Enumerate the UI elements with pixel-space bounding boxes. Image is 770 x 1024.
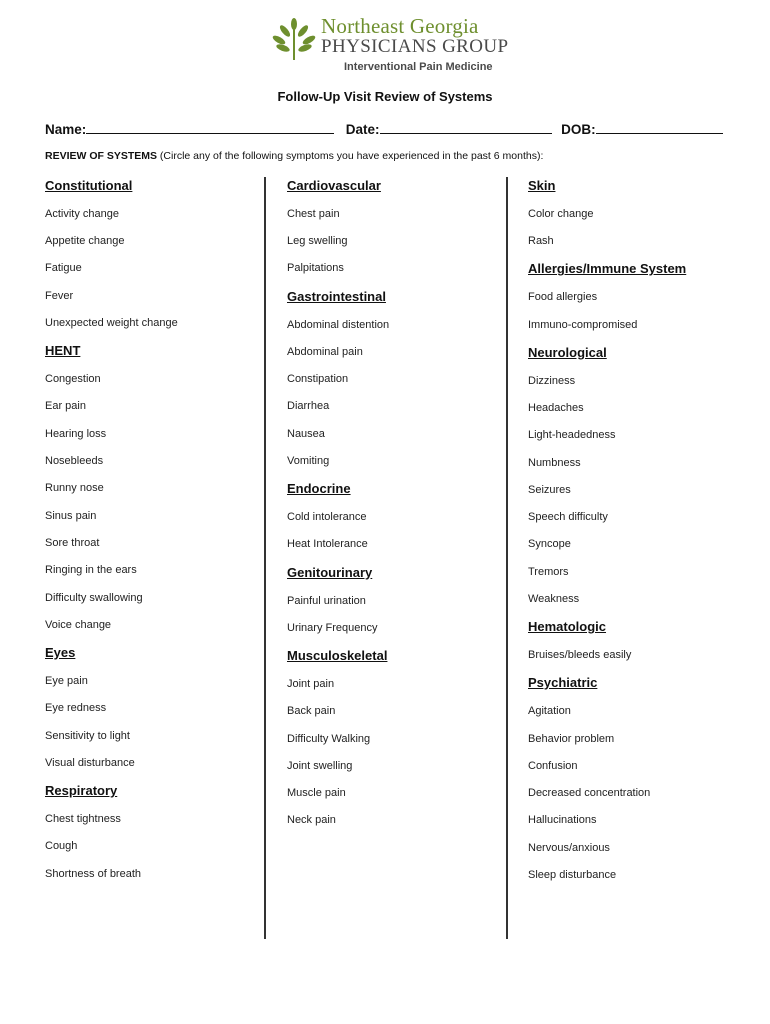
patient-info-row bbox=[45, 119, 723, 137]
symptom-syncope[interactable]: Syncope bbox=[528, 538, 571, 551]
symptom-seizures[interactable]: Seizures bbox=[528, 483, 571, 496]
symptom-palpitations[interactable]: Palpitations bbox=[287, 262, 344, 275]
symptom-painful-urination[interactable]: Painful urination bbox=[287, 594, 366, 607]
section-heading-psychiatric: Psychiatric bbox=[528, 675, 598, 691]
logo-line2: PHYSICIANS GROUP bbox=[321, 36, 509, 57]
symptom-decreased-concentration[interactable]: Decreased concentration bbox=[528, 787, 651, 800]
symptom-dizziness[interactable]: Dizziness bbox=[528, 374, 576, 387]
section-heading-hent: HENT bbox=[45, 343, 81, 359]
symptom-diarrhea[interactable]: Diarrhea bbox=[287, 400, 330, 413]
form-title: Follow-Up Visit Review of Systems bbox=[277, 89, 493, 104]
logo-line1: Northeast Georgia bbox=[321, 14, 479, 38]
symptom-runny-nose[interactable]: Runny nose bbox=[45, 482, 104, 495]
symptom-behavior-problem[interactable]: Behavior problem bbox=[528, 732, 615, 745]
symptom-rash[interactable]: Rash bbox=[528, 235, 554, 248]
symptom-bruises-bleeds-easily[interactable]: Bruises/bleeds easily bbox=[528, 649, 632, 662]
symptom-difficulty-swallowing[interactable]: Difficulty swallowing bbox=[45, 591, 143, 604]
symptom-visual-disturbance[interactable]: Visual disturbance bbox=[45, 756, 135, 769]
symptom-activity-change[interactable]: Activity change bbox=[45, 207, 119, 220]
symptom-chest-pain[interactable]: Chest pain bbox=[287, 207, 340, 220]
section-heading-gastrointestinal: Gastrointestinal bbox=[287, 288, 386, 304]
symptom-heat-intolerance[interactable]: Heat Intolerance bbox=[287, 538, 368, 551]
symptom-eye-pain[interactable]: Eye pain bbox=[45, 674, 88, 687]
section-heading-genitourinary: Genitourinary bbox=[287, 564, 373, 580]
symptom-ear-pain[interactable]: Ear pain bbox=[45, 400, 86, 413]
symptom-headaches[interactable]: Headaches bbox=[528, 401, 584, 414]
symptom-confusion[interactable]: Confusion bbox=[528, 759, 578, 772]
symptom-constipation[interactable]: Constipation bbox=[287, 373, 349, 386]
section-heading-endocrine: Endocrine bbox=[287, 481, 351, 497]
symptom-sinus-pain[interactable]: Sinus pain bbox=[45, 509, 97, 522]
symptom-muscle-pain[interactable]: Muscle pain bbox=[287, 787, 346, 800]
symptom-numbness[interactable]: Numbness bbox=[528, 456, 581, 469]
symptom-unexpected-weight-change[interactable]: Unexpected weight change bbox=[45, 317, 178, 329]
symptom-weakness[interactable]: Weakness bbox=[528, 593, 580, 605]
symptom-color-change[interactable]: Color change bbox=[528, 207, 594, 220]
symptom-light-headedness[interactable]: Light-headedness bbox=[528, 429, 616, 442]
symptom-sore-throat[interactable]: Sore throat bbox=[45, 536, 100, 549]
symptom-difficulty-walking[interactable]: Difficulty Walking bbox=[287, 732, 371, 745]
logo-line3: Interventional Pain Medicine bbox=[344, 61, 493, 73]
section-heading-eyes: Eyes bbox=[45, 645, 76, 661]
symptom-speech-difficulty[interactable]: Speech difficulty bbox=[528, 511, 608, 524]
column-divider-2 bbox=[506, 177, 508, 939]
section-heading-hematologic: Hematologic bbox=[528, 619, 607, 635]
symptom-leg-swelling[interactable]: Leg swelling bbox=[287, 235, 348, 248]
symptom-nausea[interactable]: Nausea bbox=[287, 427, 325, 440]
symptom-fatigue[interactable]: Fatigue bbox=[45, 262, 82, 275]
symptom-urinary-frequency[interactable]: Urinary Frequency bbox=[287, 621, 378, 634]
symptom-joint-pain[interactable]: Joint pain bbox=[287, 677, 335, 690]
dob-field[interactable] bbox=[596, 119, 723, 134]
symptom-hallucinations[interactable]: Hallucinations bbox=[528, 814, 597, 827]
symptom-hearing-loss[interactable]: Hearing loss bbox=[45, 427, 107, 440]
symptom-ringing-in-the-ears[interactable]: Ringing in the ears bbox=[45, 564, 137, 577]
name-field[interactable] bbox=[86, 119, 334, 134]
section-heading-skin: Skin bbox=[528, 178, 556, 193]
symptom-cold-intolerance[interactable]: Cold intolerance bbox=[287, 511, 367, 524]
symptom-fever[interactable]: Fever bbox=[45, 289, 74, 302]
symptom-abdominal-pain[interactable]: Abdominal pain bbox=[287, 345, 363, 358]
symptom-joint-swelling[interactable]: Joint swelling bbox=[287, 759, 353, 772]
symptom-agitation[interactable]: Agitation bbox=[528, 705, 571, 718]
dob-label: DOB: bbox=[561, 122, 596, 137]
section-heading-musculoskeletal: Musculoskeletal bbox=[287, 648, 388, 664]
leaf-sprig-icon bbox=[271, 18, 317, 62]
date-field[interactable] bbox=[380, 119, 552, 134]
symptom-chest-tightness[interactable]: Chest tightness bbox=[45, 812, 121, 825]
practice-logo bbox=[271, 14, 511, 76]
symptom-sleep-disturbance[interactable]: Sleep disturbance bbox=[528, 869, 617, 881]
section-heading-constitutional: Constitutional bbox=[45, 178, 133, 193]
symptom-immuno-compromised[interactable]: Immuno-compromised bbox=[528, 318, 638, 331]
section-heading-cardiovascular: Cardiovascular bbox=[287, 178, 381, 193]
instructions bbox=[45, 150, 543, 162]
symptom-shortness-of-breath[interactable]: Shortness of breath bbox=[45, 867, 142, 880]
symptom-back-pain[interactable]: Back pain bbox=[287, 705, 336, 718]
symptom-nervous-anxious[interactable]: Nervous/anxious bbox=[528, 841, 610, 854]
section-heading-neurological: Neurological bbox=[528, 344, 607, 360]
symptom-appetite-change[interactable]: Appetite change bbox=[45, 235, 125, 248]
symptom-congestion[interactable]: Congestion bbox=[45, 373, 101, 386]
date-label: Date: bbox=[345, 122, 380, 137]
symptom-cough[interactable]: Cough bbox=[45, 840, 78, 853]
column-divider-1 bbox=[264, 177, 266, 939]
symptom-tremors[interactable]: Tremors bbox=[528, 565, 569, 578]
symptom-vomiting[interactable]: Vomiting bbox=[287, 455, 330, 467]
symptom-voice-change[interactable]: Voice change bbox=[45, 618, 112, 631]
symptom-nosebleeds[interactable]: Nosebleeds bbox=[45, 455, 104, 467]
symptom-abdominal-distention[interactable]: Abdominal distention bbox=[287, 318, 390, 331]
symptom-neck-pain[interactable]: Neck pain bbox=[287, 814, 336, 827]
instructions-bold: REVIEW OF SYSTEMS bbox=[45, 150, 158, 162]
name-label: Name: bbox=[45, 122, 87, 137]
symptom-food-allergies[interactable]: Food allergies bbox=[528, 291, 598, 304]
section-heading-respiratory: Respiratory bbox=[45, 783, 118, 799]
symptom-eye-redness[interactable]: Eye redness bbox=[45, 702, 107, 715]
instructions-text: (Circle any of the following symptoms you have experienced in the past 6 months): bbox=[157, 150, 544, 162]
symptom-sensitivity-to-light[interactable]: Sensitivity to light bbox=[45, 729, 130, 742]
section-heading-allergies-immune-system: Allergies/Immune System bbox=[528, 261, 687, 277]
